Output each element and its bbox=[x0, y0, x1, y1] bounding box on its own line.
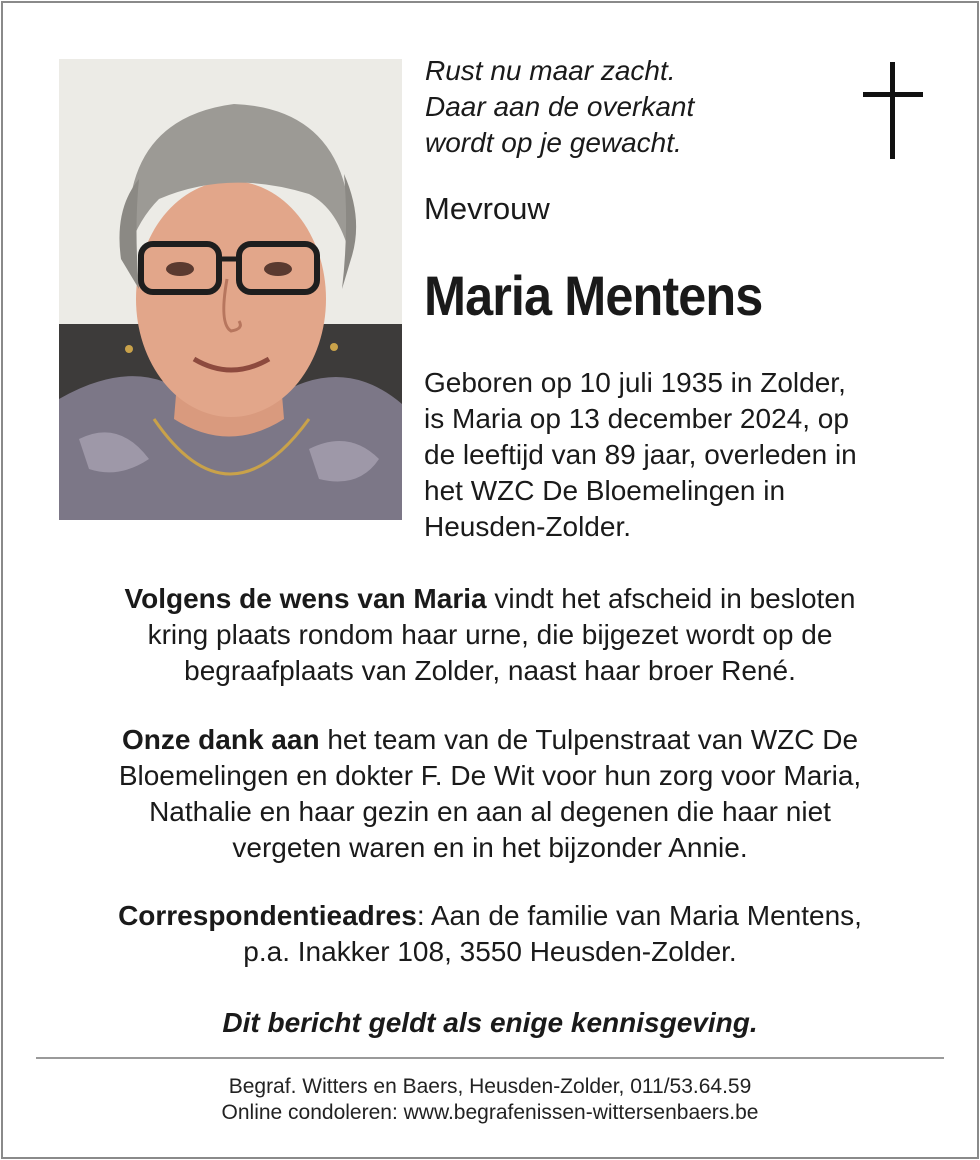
poem-line: wordt op je gewacht. bbox=[425, 127, 682, 158]
farewell-text: vindt het afscheid in besloten bbox=[486, 583, 856, 614]
biography bbox=[424, 365, 924, 545]
bio-line: het WZC De Bloemelingen in bbox=[424, 475, 786, 506]
thanks-text: Nathalie en haar gezin en aan al degenen die haar niet bbox=[149, 796, 831, 827]
condolence-link[interactable]: Online condoleren: www.begrafenissen-wittersenbaers.be bbox=[221, 1101, 759, 1124]
thanks-text: vergeten waren en in het bijzonder Annie. bbox=[232, 832, 748, 863]
poem-line: Rust nu maar zacht. bbox=[425, 55, 676, 86]
correspondence-text: : Aan de familie van Maria Mentens, bbox=[416, 900, 862, 931]
thanks-paragraph bbox=[20, 722, 960, 866]
farewell-paragraph bbox=[20, 581, 960, 689]
salutation: Mevrouw bbox=[424, 191, 550, 226]
latin-cross-icon bbox=[863, 62, 923, 159]
bio-line: de leeftijd van 89 jaar, overleden in bbox=[424, 439, 857, 470]
farewell-text: begraafplaats van Zolder, naast haar broer René. bbox=[184, 655, 796, 686]
bio-line: is Maria op 13 december 2024, op bbox=[424, 403, 849, 434]
thanks-text: Bloemelingen en dokter F. De Wit voor hun zorg voor Maria, bbox=[118, 760, 862, 791]
bio-line: Geboren op 10 juli 1935 in Zolder, bbox=[424, 367, 846, 398]
correspondence-lead: Correspondentieadres bbox=[118, 900, 417, 931]
notice: Dit bericht geldt als enige kennisgeving. bbox=[222, 1007, 758, 1038]
funeral-home: Begraf. Witters en Baers, Heusden-Zolder, 011/53.64.59 bbox=[228, 1075, 752, 1098]
correspondence-paragraph bbox=[20, 898, 960, 970]
portrait-photo bbox=[59, 59, 402, 520]
poem bbox=[425, 53, 694, 161]
bio-line: Heusden-Zolder. bbox=[424, 511, 632, 542]
farewell-text: kring plaats rondom haar urne, die bijgezet wordt op de bbox=[147, 619, 833, 650]
divider bbox=[36, 1057, 944, 1059]
poem-line: Daar aan de overkant bbox=[425, 91, 695, 122]
thanks-text: het team van de Tulpenstraat van WZC De bbox=[319, 724, 859, 755]
deceased-name: Maria Mentens bbox=[424, 264, 763, 327]
footer bbox=[20, 1074, 960, 1126]
correspondence-address: p.a. Inakker 108, 3550 Heusden-Zolder. bbox=[243, 936, 737, 967]
farewell-lead: Volgens de wens van Maria bbox=[124, 583, 487, 614]
thanks-lead: Onze dank aan bbox=[121, 724, 320, 755]
